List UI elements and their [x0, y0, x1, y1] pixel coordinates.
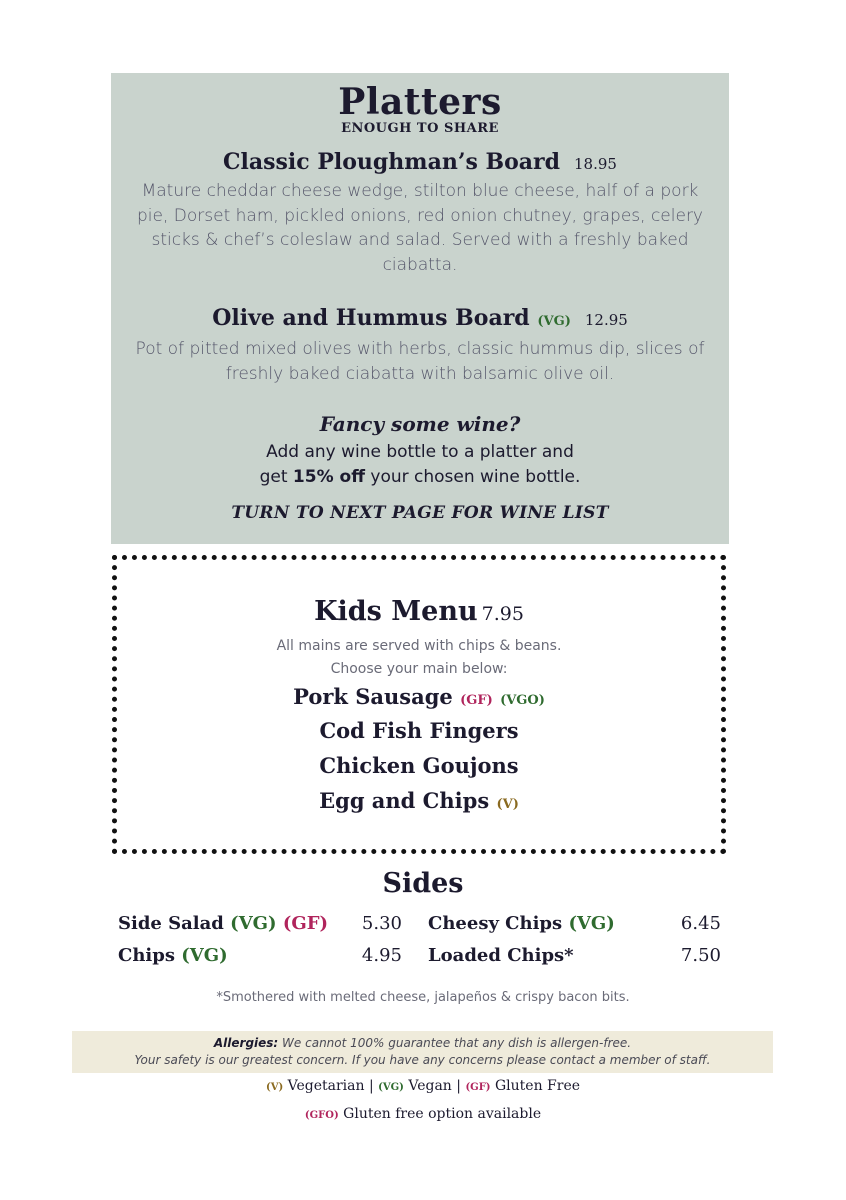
item-name: Classic Ploughman’s Board: [223, 149, 561, 175]
dietary-legend: [0, 1078, 846, 1094]
legend-label: Gluten Free: [490, 1078, 581, 1094]
vegan-tag: (VG): [537, 314, 571, 329]
vegan-option-tag: (VGO): [500, 693, 545, 708]
menu-item-ploughman: [111, 149, 729, 175]
menu-item-olive-hummus: [111, 305, 729, 331]
vegan-tag: (VG): [230, 913, 277, 934]
wine-offer-text: [111, 440, 729, 490]
kids-item: [117, 788, 721, 813]
side-item-name: [118, 945, 228, 966]
vegan-tag: (VG): [568, 913, 615, 934]
allergy-line-1: [72, 1035, 773, 1052]
legend-label: Vegan: [403, 1078, 452, 1094]
gluten-free-tag: (GF): [465, 1082, 491, 1093]
vegetarian-tag: (V): [265, 1082, 284, 1093]
wine-discount: 15% off: [292, 467, 365, 487]
item-price: 12.95: [584, 311, 628, 329]
vegetarian-tag: (V): [496, 797, 519, 812]
wine-line-1: Add any wine bottle to a platter and: [266, 442, 574, 462]
vegan-tag: (VG): [181, 945, 228, 966]
item-description: Pot of pitted mixed olives with herbs, classic hummus dip, slices of freshly baked ciabatta with balsamic olive oil.: [135, 339, 705, 384]
legend-label: Vegetarian: [283, 1078, 365, 1094]
kids-menu-section: [112, 555, 726, 854]
side-item-name: [428, 945, 574, 966]
kids-note-2: Choose your main below:: [330, 661, 508, 677]
allergy-text-1: We cannot 100% guarantee that any dish is allergen-free.: [278, 1036, 632, 1050]
platters-section: [111, 73, 729, 544]
kids-item: [117, 718, 721, 743]
kids-note: [117, 635, 721, 681]
gluten-free-tag: (GF): [460, 693, 493, 708]
platters-subtitle: ENOUGH TO SHARE: [341, 121, 499, 136]
wine-line-2-post: your chosen wine bottle.: [364, 467, 581, 487]
legend-label: Gluten free option available: [338, 1106, 542, 1122]
side-name-text: Loaded Chips*: [428, 945, 574, 966]
side-item-price: 7.50: [680, 945, 721, 966]
side-item-price: 4.95: [361, 945, 402, 966]
gluten-free-tag: (GF): [282, 913, 329, 934]
wine-line-2-pre: get: [259, 467, 293, 487]
legend-separator: |: [364, 1078, 379, 1094]
side-name-text: Cheesy Chips: [428, 913, 563, 934]
kids-item-name: Pork Sausage: [293, 684, 453, 709]
kids-menu-title: [117, 596, 721, 627]
kids-item-name: Chicken Goujons: [319, 753, 519, 778]
allergy-line-2: Your safety is our greatest concern. If you have any concerns please contact a member of staff.: [134, 1053, 711, 1067]
item-price: 18.95: [574, 155, 617, 173]
side-item-name: [428, 913, 615, 934]
wine-list-pointer: TURN TO NEXT PAGE FOR WINE LIST: [231, 503, 609, 523]
kids-item: [117, 753, 721, 778]
sides-footnote: *Smothered with melted cheese, jalapeños & crispy bacon bits.: [216, 990, 630, 1005]
kids-item-name: Egg and Chips: [319, 788, 490, 813]
kids-price: 7.95: [481, 603, 524, 625]
dietary-legend-option: [0, 1106, 846, 1122]
wine-offer-title: Fancy some wine?: [319, 412, 521, 436]
wine-line-2: [111, 465, 729, 490]
item-name: Olive and Hummus Board: [212, 305, 530, 331]
sides-title: Sides: [382, 868, 464, 899]
allergy-notice: [72, 1031, 773, 1073]
kids-item: [117, 684, 721, 709]
vegan-tag: (VG): [378, 1082, 404, 1093]
allergy-label: Allergies:: [213, 1036, 279, 1050]
side-name-text: Side Salad: [118, 913, 224, 934]
platters-title: Platters: [338, 81, 502, 123]
legend-separator: |: [451, 1078, 466, 1094]
kids-item-name: Cod Fish Fingers: [319, 718, 519, 743]
kids-title: Kids Menu: [314, 596, 478, 627]
side-item-price: 6.45: [680, 913, 721, 934]
gluten-free-option-tag: (GFO): [304, 1110, 339, 1121]
kids-note-1: All mains are served with chips & beans.: [276, 638, 562, 654]
side-name-text: Chips: [118, 945, 175, 966]
item-description: Mature cheddar cheese wedge, stilton blue cheese, half of a pork pie, Dorset ham, pickled onions, red onion chutney, grapes, celery sticks & chef’s coleslaw and salad. Served with a freshly baked ciabatta.: [137, 181, 703, 275]
side-item-price: 5.30: [361, 913, 402, 934]
side-item-name: [118, 913, 328, 934]
